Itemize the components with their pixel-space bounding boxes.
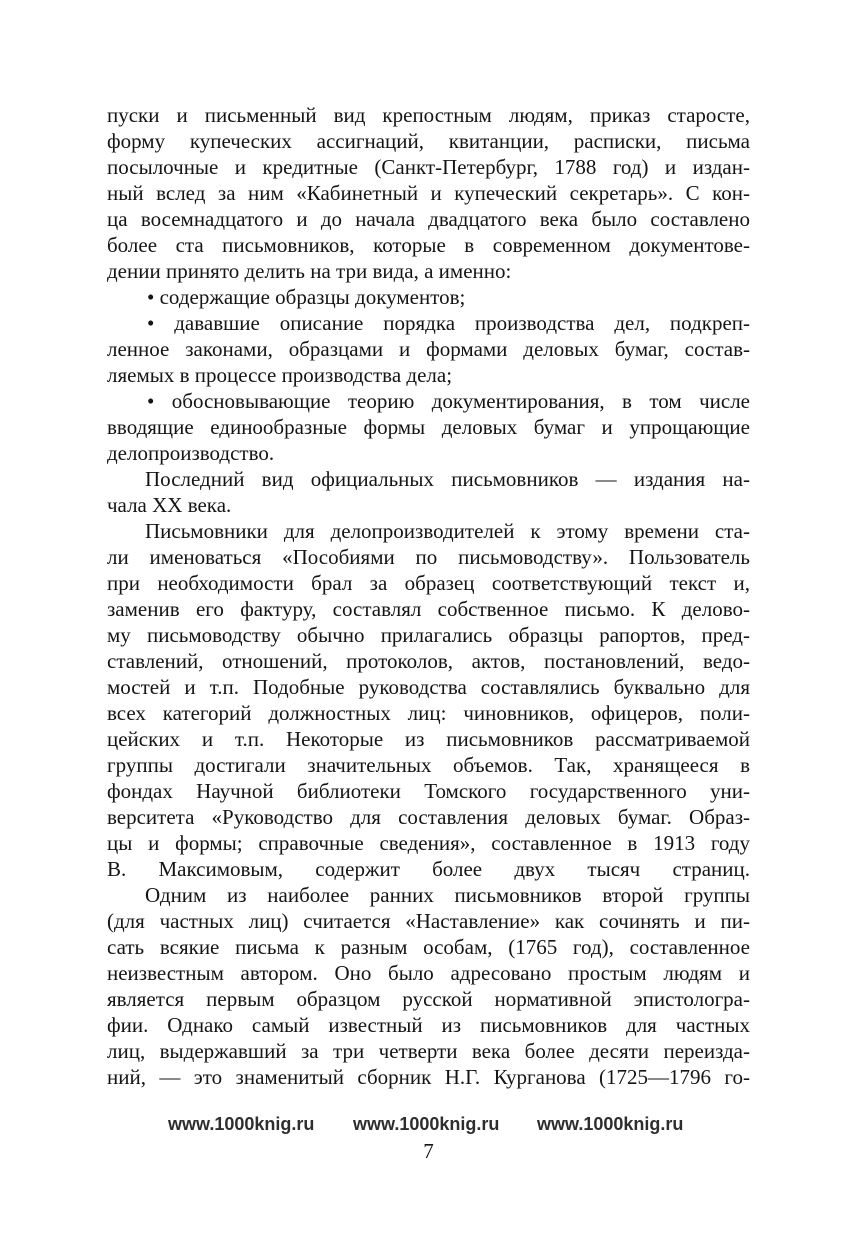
page-body [107, 102, 750, 1090]
text-line: пуски и письменный вид крепостным людям, приказ старосте, [107, 103, 750, 127]
text-line: сать всякие письма к разным особам, (1765 год), составленное [107, 935, 750, 959]
paragraph [107, 518, 750, 882]
paragraph [107, 466, 750, 518]
bullet-marker: • [147, 285, 155, 309]
text-line: фондах Научной библиотеки Томского государственного уни- [107, 779, 750, 803]
text-line: Письмовники для делопроизводителей к этому времени ста- [145, 519, 750, 543]
text-line: вводящие единообразные формы деловых бумаг и упрощающие [107, 415, 750, 439]
text-line: Одним из наиболее ранних письмовников второй группы [145, 883, 750, 907]
text-line: (для частных лиц) считается «Наставление» как сочинять и пи- [107, 909, 750, 933]
text-line: ляемых в процессе производства дела; [107, 363, 453, 387]
paragraph [107, 882, 750, 1090]
text-line: цы и формы; справочные сведения», составленное в 1913 году [107, 831, 750, 855]
list-item-text: содержащие образцы документов; [159, 285, 466, 309]
footer-site-link: www.1000knig.ru [353, 1114, 500, 1134]
text-line: му письмоводству обычно прилагались образцы рапортов, пред- [107, 623, 750, 647]
page-number: 7 [423, 1139, 434, 1163]
text-line: ца восемнадцатого и до начала двадцатого века было составлено [107, 207, 750, 231]
text-line: форму купеческих ассигнаций, квитанции, расписки, письма [107, 129, 750, 153]
text-line: группы достигали значительных объемов. Так, хранящееся в [107, 753, 750, 777]
list-item [107, 284, 750, 310]
bullet-marker: • [147, 389, 155, 413]
footer-site-link: www.1000knig.ru [537, 1114, 684, 1134]
paragraph [107, 102, 750, 284]
text-line: фии. Однако самый известный из письмовников для частных [107, 1013, 750, 1037]
list-item [107, 310, 750, 388]
text-line: ленное законами, образцами и формами деловых бумаг, состав- [107, 337, 750, 361]
text-line: является первым образцом русской нормативной эпистологра- [107, 987, 750, 1011]
text-line: ный вслед за ним «Кабинетный и купеческий секретарь». С кон- [107, 181, 750, 205]
text-line: чала XX века. [107, 493, 232, 517]
text-line: ставлений, отношений, протоколов, актов, постановлений, ведо- [107, 649, 750, 673]
list-item-text: дававшие описание порядка производства дел, подкреп- [174, 311, 751, 335]
bullet-marker: • [147, 311, 155, 335]
text-line: неизвестным автором. Оно было адресовано простым людям и [107, 961, 750, 985]
list-item-text: обосновывающие теорию документирования, в том числе [171, 389, 750, 413]
text-line: ли именоваться «Пособиями по письмоводству». Пользователь [107, 545, 750, 569]
text-line: В. Максимовым, содержит более двух тысяч страниц. [107, 857, 750, 881]
text-line: лиц, выдержавший за три четверти века более десяти переизда- [107, 1039, 750, 1063]
text-line [107, 388, 750, 414]
text-line: делопроизводство. [107, 441, 275, 465]
text-line: всех категорий должностных лиц: чиновников, офицеров, поли- [107, 701, 750, 725]
text-line: более ста письмовников, которые в современном документове- [107, 233, 750, 257]
text-line [107, 310, 750, 336]
bullet-list [107, 284, 750, 466]
text-line: ний, — это знаменитый сборник Н.Г. Курганова (1725—1796 го- [107, 1065, 750, 1089]
text-line: Последний вид официальных письмовников — издания на- [145, 467, 750, 491]
list-item [107, 388, 750, 466]
text-line: посылочные и кредитные (Санкт-Петербург, 1788 год) и издан- [107, 155, 750, 179]
text-line [107, 284, 750, 310]
text-line: дении принято делить на три вида, а именно: [107, 259, 512, 283]
footer-site-link: www.1000knig.ru [168, 1114, 315, 1134]
text-line: мостей и т.п. Подобные руководства составлялись буквально для [107, 675, 750, 699]
text-line: цейских и т.п. Некоторые из письмовников рассматриваемой [107, 727, 750, 751]
text-line: верситета «Руководство для составления деловых бумаг. Образ- [107, 805, 750, 829]
text-line: заменив его фактуру, составлял собственное письмо. К делово- [107, 597, 750, 621]
text-line: при необходимости брал за образец соответствующий текст и, [107, 571, 750, 595]
